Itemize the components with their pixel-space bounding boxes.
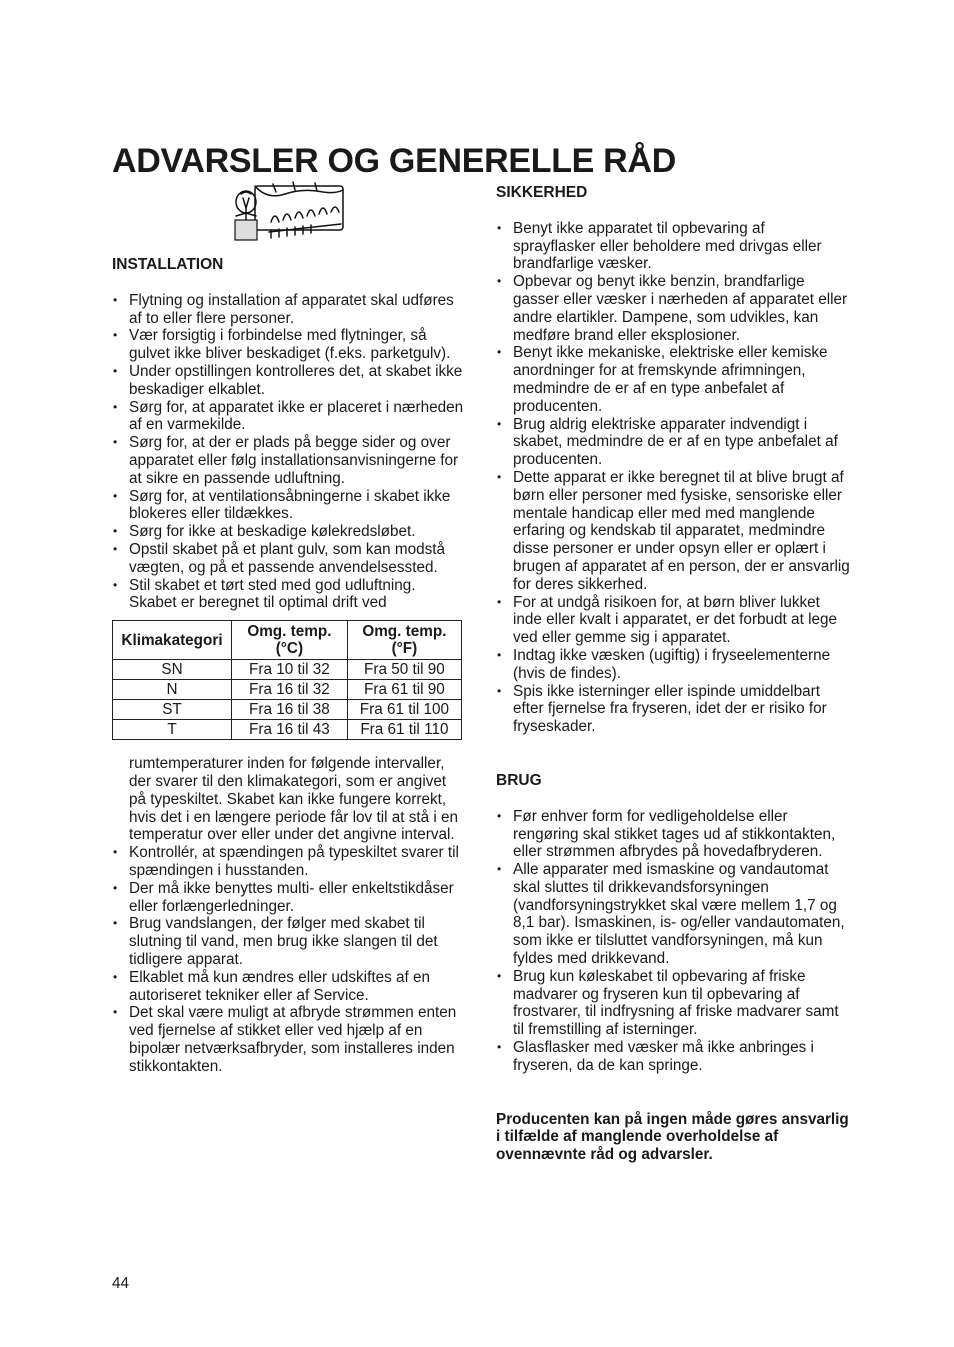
- right-column: [496, 184, 851, 1164]
- table-header-cell: Omg. temp. (°F): [347, 621, 461, 660]
- left-column: [112, 180, 467, 1075]
- table-cell: SN: [113, 660, 232, 680]
- table-cell: Fra 50 til 90: [347, 660, 461, 680]
- list-item: • Sørg for, at apparatet ikke er placeret i nærheden af en varmekilde.: [112, 399, 467, 435]
- list-item: • Vær forsigtig i forbindelse med flytninger, så gulvet ikke bliver beskadiget (f.eks. parketgulv).: [112, 327, 467, 363]
- list-item: • Elkablet må kun ændres eller udskiftes af en autoriseret tekniker eller af Service.: [112, 969, 467, 1005]
- table-row: [113, 660, 462, 680]
- brug-heading: BRUG: [496, 771, 542, 789]
- list-item: • Dette apparat er ikke beregnet til at blive brugt af børn eller personer med fysiske, sensoriske eller mentale handicap eller med med manglende erfaring og kendskab til apparatet, medmindre disse personer er under opsyn eller er oplært i brugen af apparatet af en person, der er ansvarlig for deres sikkerhed.: [496, 469, 851, 594]
- list-item: • Flytning og installation af apparatet skal udføres af to eller flere personer.: [112, 292, 467, 328]
- table-cell: Fra 10 til 32: [232, 660, 348, 680]
- table-cell: Fra 16 til 38: [232, 700, 348, 720]
- list-item: • Brug vandslangen, der følger med skabet til slutning til vand, men brug ikke slangen til det tidligere apparat.: [112, 915, 467, 968]
- list-item: • Spis ikke isterninger eller ispinde umiddelbart efter fjernelse fra fryseren, idet der er risiko for fryseskader.: [496, 683, 851, 736]
- list-item: • Opstil skabet på et plant gulv, som kan modstå vægten, og på et passende anvendelsessted.: [112, 541, 467, 577]
- brug-list: [496, 808, 851, 1075]
- list-item: • Kontrollér, at spændingen på typeskiltet svarer til spændingen i husstanden.: [112, 844, 467, 880]
- table-cell: N: [113, 680, 232, 700]
- list-item: • Sørg for, at der er plads på begge sider og over apparatet eller følg installationsanvisningerne for at sikre en passende udluftning.: [112, 434, 467, 487]
- table-cell: ST: [113, 700, 232, 720]
- list-item: • Der må ikke benyttes multi- eller enkeltstikdåser eller forlængerledninger.: [112, 880, 467, 916]
- list-item: • Stil skabet et tørt sted med god udluftning. Skabet er beregnet til optimal drift ved: [112, 577, 467, 613]
- list-item: • Glasflasker med væsker må ikke anbringes i fryseren, da de kan springe.: [496, 1039, 851, 1075]
- page-title: ADVARSLER OG GENERELLE RÅD: [112, 142, 676, 180]
- table-cell: Fra 16 til 32: [232, 680, 348, 700]
- list-item: • Indtag ikke væsken (ugiftig) i fryseelementerne (hvis de findes).: [496, 647, 851, 683]
- page-number: 44: [112, 1275, 130, 1292]
- sikkerhed-heading: SIKKERHED: [496, 184, 588, 201]
- table-row: [113, 700, 462, 720]
- sikkerhed-list: [496, 220, 851, 736]
- list-item: • Før enhver form for vedligeholdelse eller rengøring skal stikket tages ud af stikkontakten, eller strømmen afbrydes på hovedafbryderen.: [496, 808, 851, 861]
- list-item: • Benyt ikke apparatet til opbevaring af sprayflasker eller beholdere med drivgas eller brandfarlige væsker.: [496, 220, 851, 273]
- table-row: [113, 720, 462, 740]
- list-item: • Under opstillingen kontrolleres det, at skabet ikke beskadiger elkablet.: [112, 363, 467, 399]
- list-item: • For at undgå risikoen for, at børn bliver lukket inde eller kvalt i apparatet, er det forbudt at lege ved eller gemme sig i apparatet.: [496, 594, 851, 647]
- list-item: • Alle apparater med ismaskine og vandautomat skal sluttes til drikkevandsforsyningen (vandforsyningstrykket skal være mellem 1,7 og 8,1 bar). Ismaskinen, is- og/eller vandautomaten, som ikke er tilsluttet vandforsyningen, må kun fyldes med drikkevand.: [496, 861, 851, 968]
- table-row: [113, 680, 462, 700]
- table-header-cell: Omg. temp. (°C): [232, 621, 348, 660]
- installation-list-continued: [112, 844, 467, 1075]
- installation-heading: INSTALLATION: [112, 256, 224, 273]
- list-item: • Sørg for ikke at beskadige kølekredsløbet.: [112, 523, 467, 541]
- climate-class-table: [112, 620, 462, 740]
- table-cell: Fra 16 til 43: [232, 720, 348, 740]
- list-item: • Brug kun køleskabet til opbevaring af friske madvarer og fryseren kun til opbevaring af frostvarer, til indfrysning af friske madvarer samt til fremstilling af isterninger.: [496, 968, 851, 1039]
- table-cell: Fra 61 til 100: [347, 700, 461, 720]
- table-header-cell: Klimakategori: [113, 621, 232, 660]
- table-header-row: [113, 621, 462, 660]
- list-item: • Opbevar og benyt ikke benzin, brandfarlige gasser eller væsker i nærheden af apparatet eller andre elartikler. Dampene, som udvikles, kan medføre brand eller eksplosioner.: [496, 273, 851, 344]
- list-item: • Benyt ikke mekaniske, elektriske eller kemiske anordninger for at fremskynde afrimningen, medmindre de er af en type anbefalet af producenten.: [496, 344, 851, 415]
- table-cell: Fra 61 til 90: [347, 680, 461, 700]
- installation-illustration-icon: [233, 180, 347, 244]
- table-cell: Fra 61 til 110: [347, 720, 461, 740]
- list-item: • Det skal være muligt at afbryde strømmen enten ved fjernelse af stikket eller ved hjælp af en bipolær netværksafbryder, som installeres inden stikkontakten.: [112, 1004, 467, 1075]
- list-item: • Brug aldrig elektriske apparater indvendigt i skabet, medmindre de er af en type anbefalet af producenten.: [496, 416, 851, 469]
- liability-disclaimer: Producenten kan på ingen måde gøres ansvarlig i tilfælde af manglende overholdelse af ovennævnte råd og advarsler.: [496, 1110, 849, 1164]
- list-item: • Sørg for, at ventilationsåbningerne i skabet ikke blokeres eller tildækkes.: [112, 488, 467, 524]
- table-cell: T: [113, 720, 232, 740]
- installation-list: [112, 292, 467, 612]
- installation-continuation-text: rumtemperaturer inden for følgende intervaller, der svarer til den klimakategori, som er angivet på typeskiltet. Skabet kan ikke fungere korrekt, hvis det i en længere periode får lov til at stå i en temperatur over eller under det angivne interval.: [129, 755, 459, 844]
